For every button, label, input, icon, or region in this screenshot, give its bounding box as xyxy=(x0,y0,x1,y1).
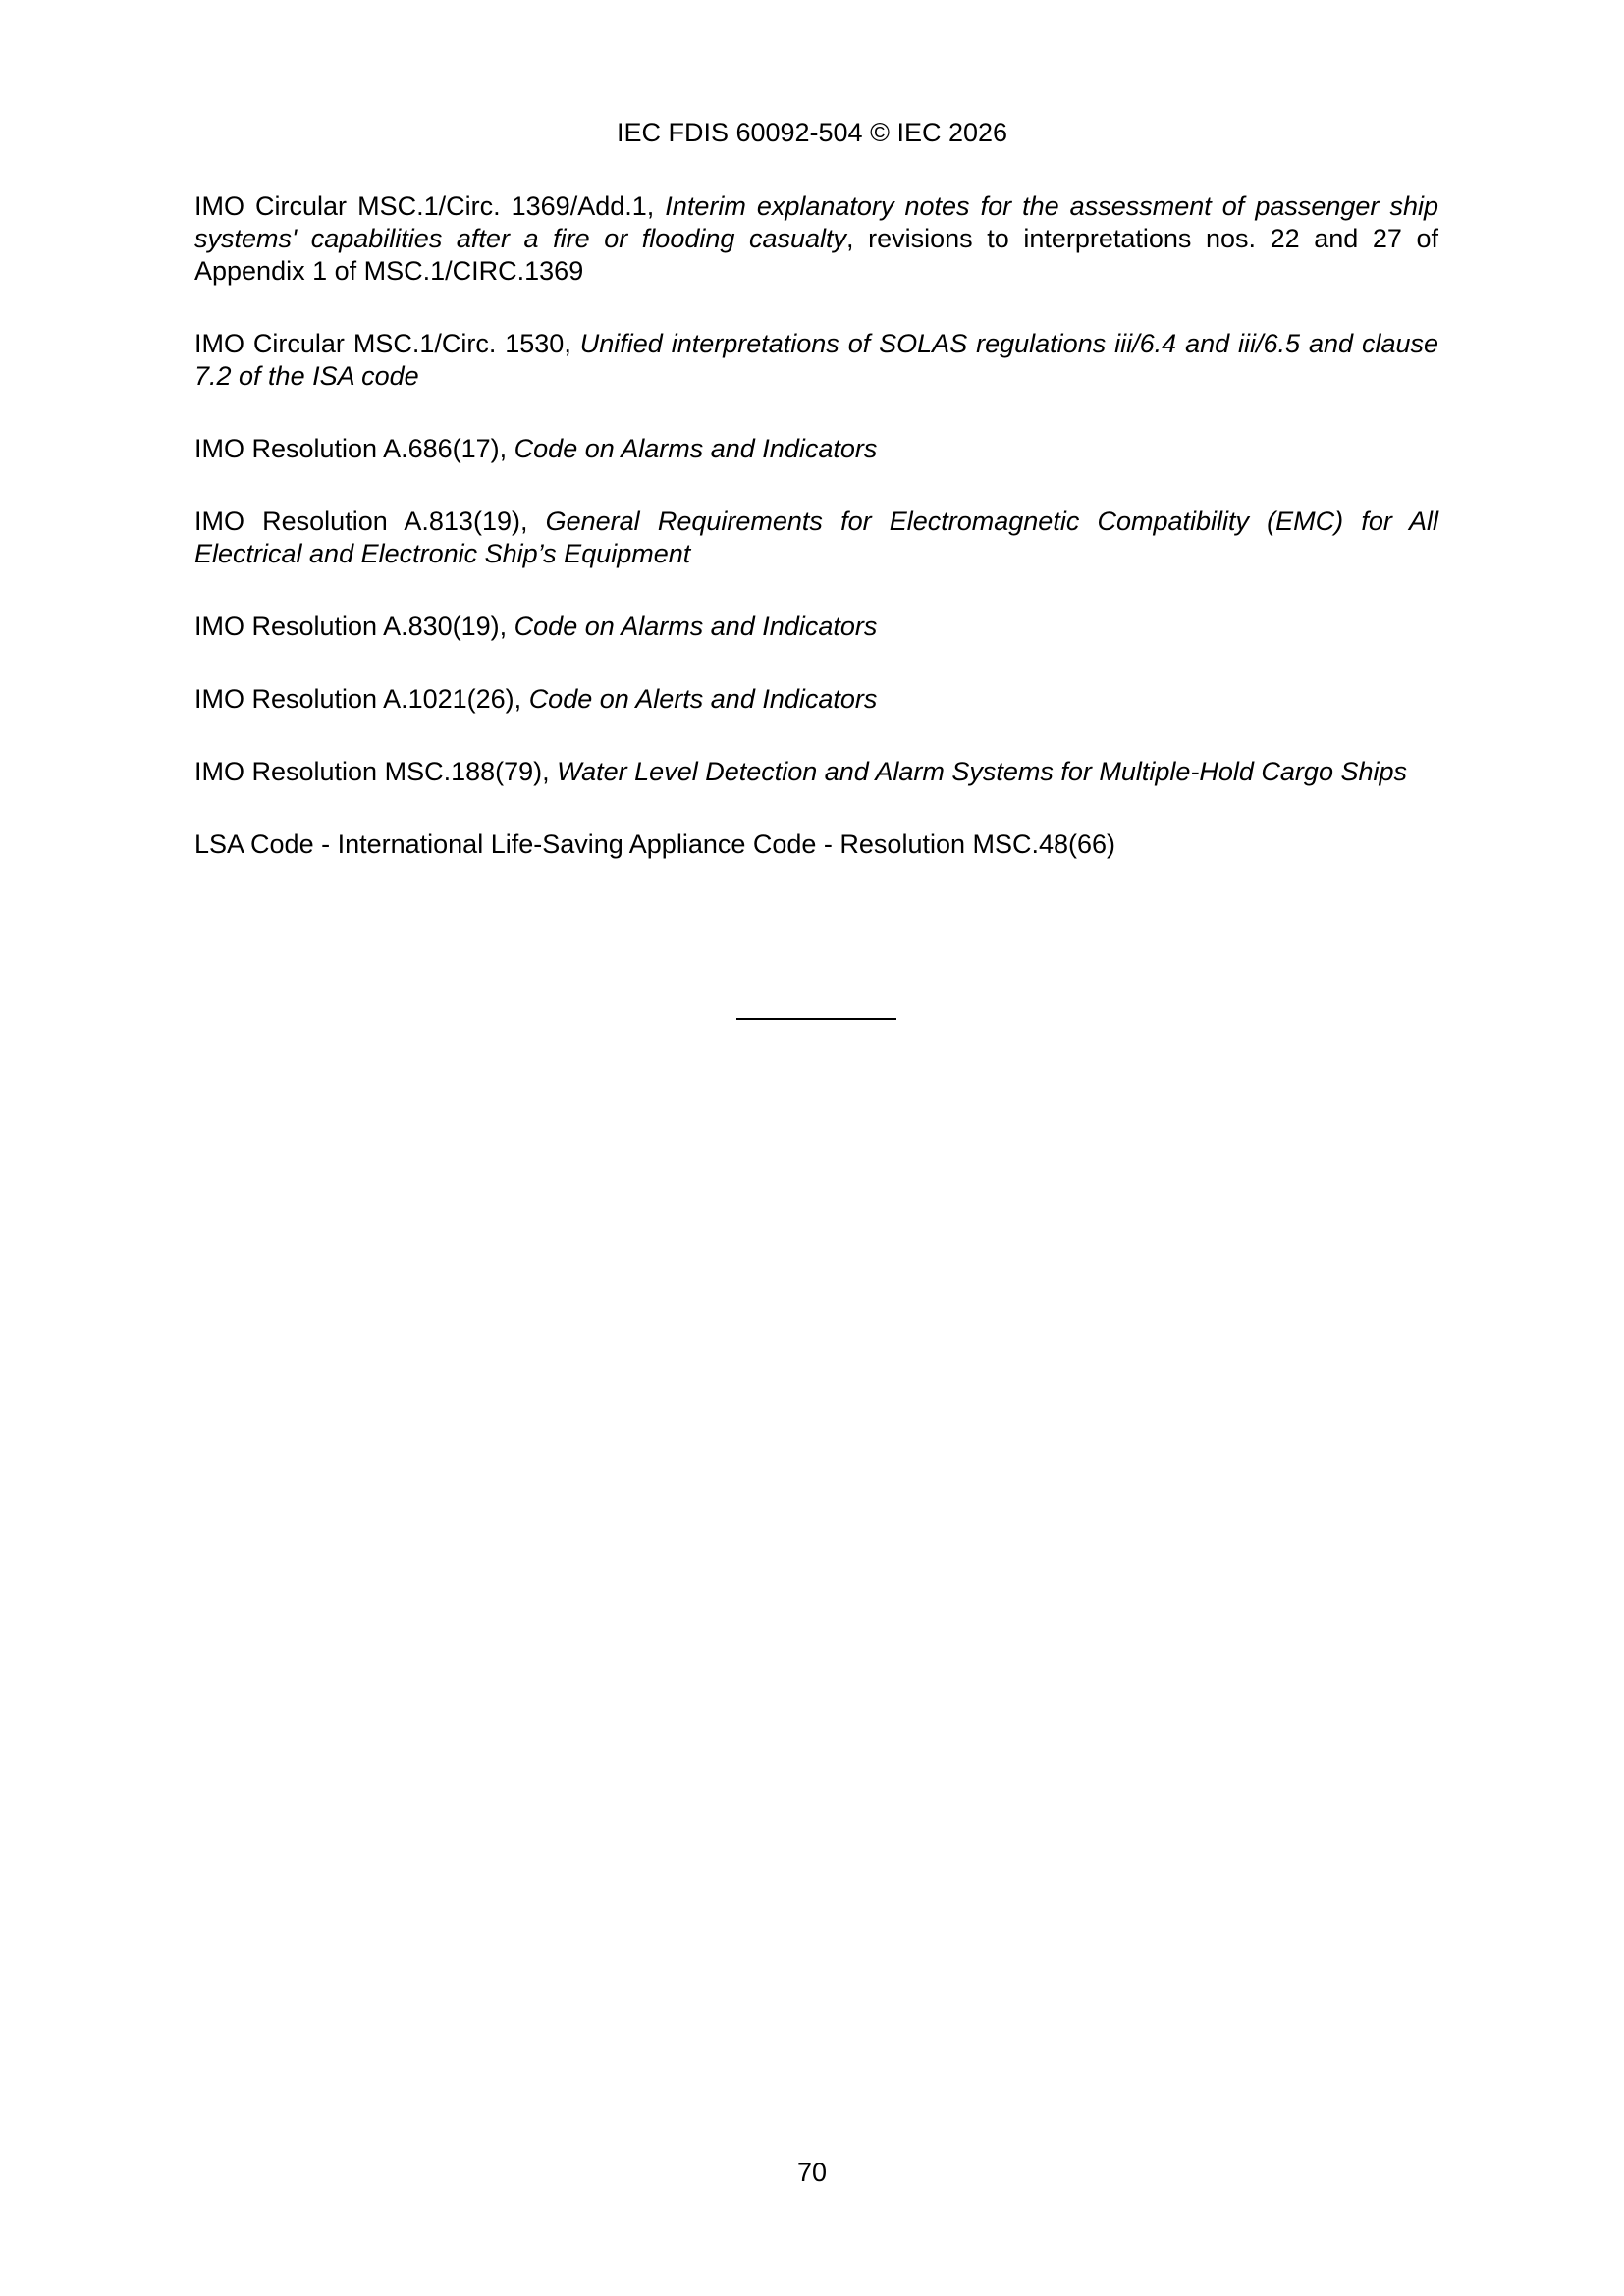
bibliography-entry-a813 xyxy=(194,506,1438,570)
bibliography-list xyxy=(194,190,1438,901)
page-header: IEC FDIS 60092-504 © IEC 2026 xyxy=(616,118,1008,147)
entry-reference: IMO Resolution A.1021(26), xyxy=(194,684,529,714)
entry-title: General Requirements for Electromagnetic Compatibility (EMC) for All Electrical and Electronic Ship’s Equipment xyxy=(194,507,1438,568)
bibliography-entry-msc1-circ1530 xyxy=(194,328,1438,393)
bibliography-entry-msc1-circ1369-add1 xyxy=(194,190,1438,288)
bibliography-entry-a830 xyxy=(194,611,1438,643)
page-number: 70 xyxy=(796,2158,828,2187)
entry-title: Code on Alarms and Indicators xyxy=(514,434,878,463)
entry-title: Unified interpretations of SOLAS regulations iii/6.4 and iii/6.5 and clause 7.2 of the ISA code xyxy=(194,329,1438,391)
bibliography-entry-lsa-code xyxy=(194,828,1438,861)
entry-reference: IMO Resolution A.686(17), xyxy=(194,434,514,463)
bibliography-entry-a686 xyxy=(194,433,1438,465)
bibliography-entry-a1021 xyxy=(194,683,1438,716)
entry-title: Water Level Detection and Alarm Systems for Multiple-Hold Cargo Ships xyxy=(557,757,1407,786)
entry-reference: LSA Code - International Life-Saving Appliance Code - Resolution MSC.48(66) xyxy=(194,829,1116,859)
entry-reference: IMO Resolution A.830(19), xyxy=(194,612,514,641)
bibliography-entry-msc188 xyxy=(194,756,1438,788)
entry-reference: IMO Circular MSC.1/Circ. 1369/Add.1, xyxy=(194,191,666,221)
entry-reference: IMO Resolution A.813(19), xyxy=(194,507,546,536)
entry-title: Code on Alerts and Indicators xyxy=(528,684,878,714)
entry-reference: IMO Resolution MSC.188(79), xyxy=(194,757,558,786)
entry-reference: IMO Circular MSC.1/Circ. 1530, xyxy=(194,329,580,358)
entry-note: , revisions to interpretations nos. 22 and 27 of Appendix 1 of MSC.1/CIRC.1369 xyxy=(194,224,1439,286)
entry-title: Code on Alarms and Indicators xyxy=(514,612,878,641)
end-of-document-rule xyxy=(736,1018,896,1020)
entry-title: Interim explanatory notes for the assessment of passenger ship systems' capabilities after a fire or flooding casualty xyxy=(194,191,1438,253)
